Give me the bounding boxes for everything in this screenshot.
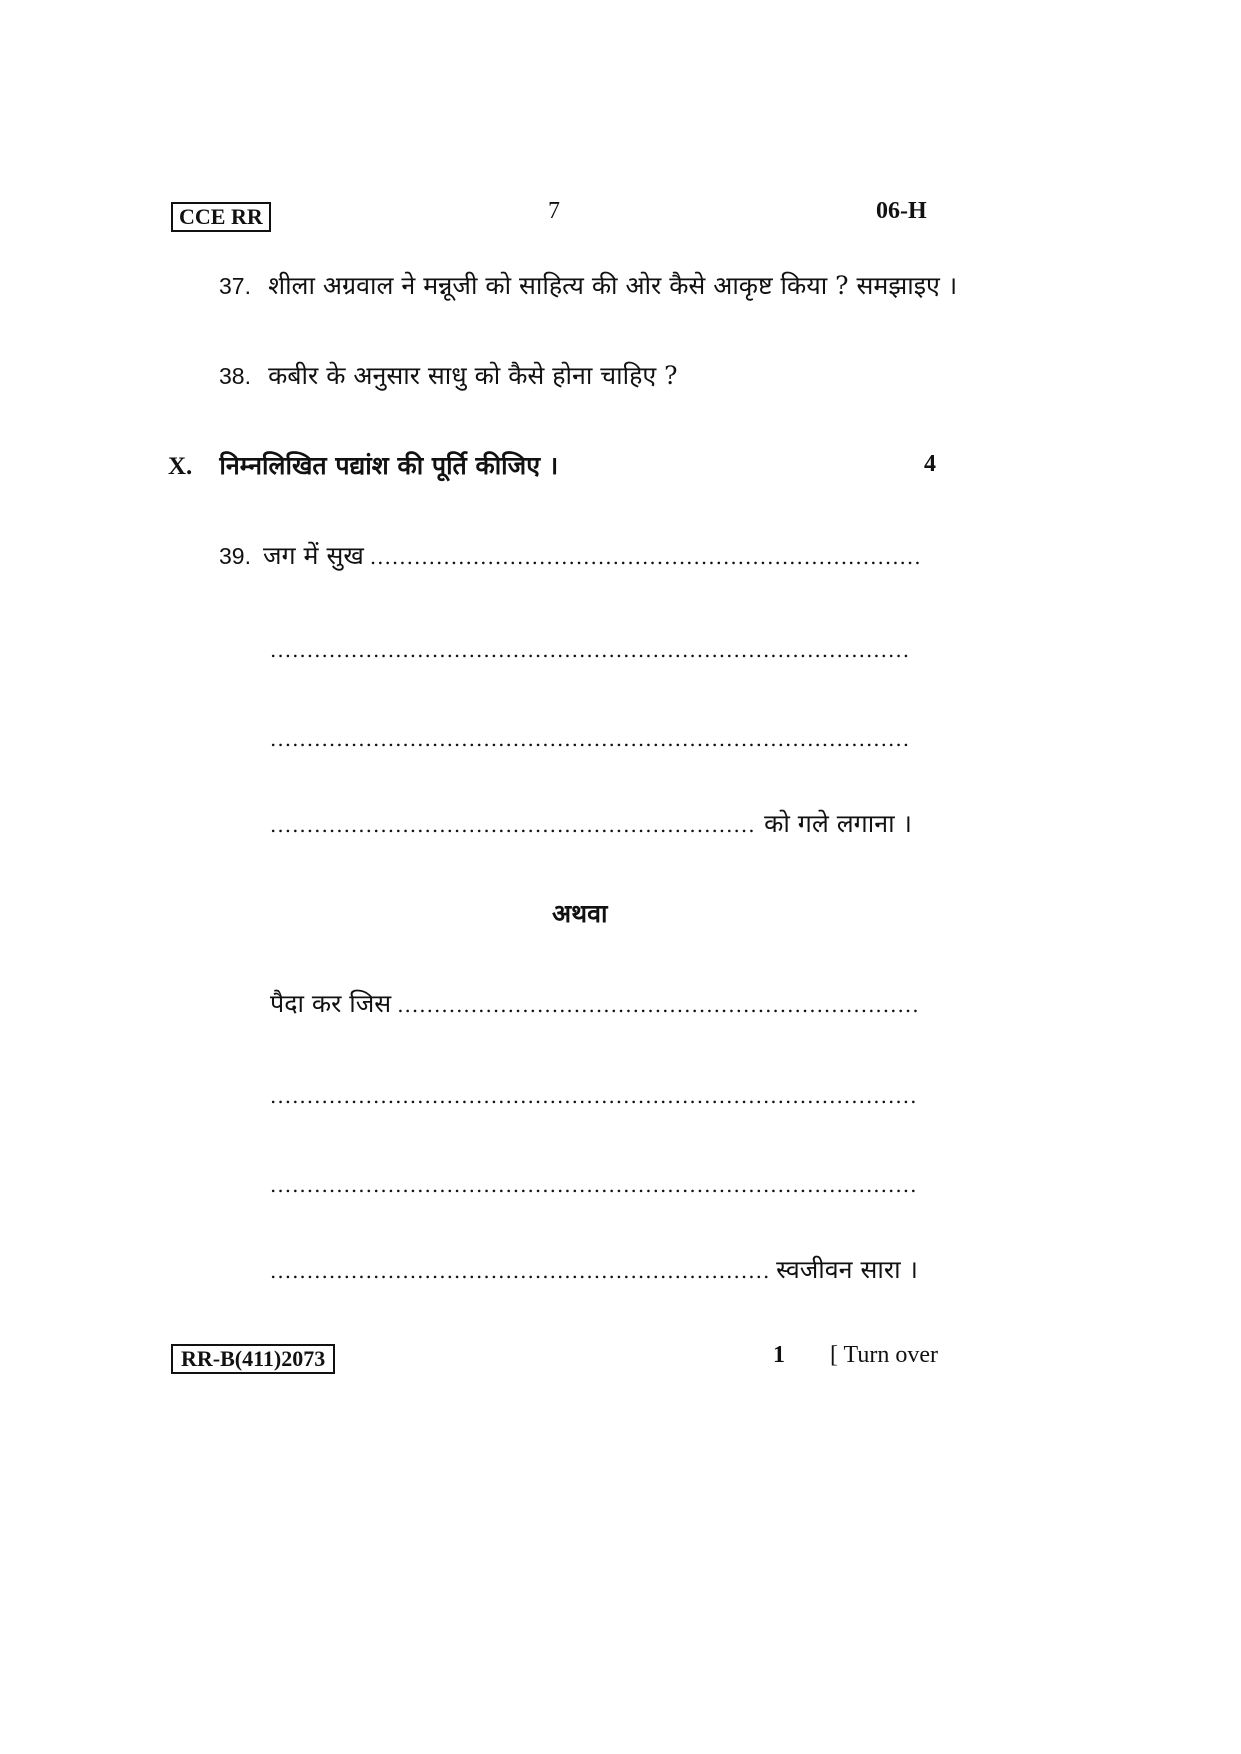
poem1-line1: [219, 538, 919, 572]
poem2-line4: [270, 1252, 918, 1286]
blank-line: [270, 638, 912, 662]
series-code-box: CCE RR: [171, 202, 271, 232]
turn-over-label: [ Turn over: [830, 1342, 939, 1368]
poem1-line4: [270, 806, 912, 840]
or-label: अथवा: [552, 899, 608, 928]
poem2-line1: [270, 986, 918, 1020]
page-number: 7: [548, 198, 560, 224]
blank-line: [270, 1173, 918, 1197]
question-text: शीला अग्रवाल ने मन्नूजी को साहित्य की ओर कैसे आकृष्ट किया ? समझाइए ।: [268, 271, 958, 300]
poem1-end: को गले लगाना ।: [764, 809, 912, 838]
section-heading: [168, 448, 558, 482]
question-number: 38.: [219, 363, 251, 389]
blank-line: [270, 1259, 768, 1283]
footer-code-box: RR-B(411)2073: [171, 1344, 335, 1374]
blank-line: [370, 545, 919, 569]
blank-line: [397, 993, 918, 1017]
footer-page-number: 1: [773, 1342, 785, 1368]
poem1-start: जग में सुख: [262, 541, 364, 570]
question-number: 39.: [219, 543, 251, 569]
blank-line: [270, 727, 912, 751]
question-number: 37.: [219, 273, 251, 299]
blank-line: [270, 813, 756, 837]
section-marks: 4: [924, 451, 936, 477]
poem2-start: पैदा कर जिस: [270, 989, 392, 1018]
question-37: [219, 268, 957, 302]
paper-code: 06-H: [876, 198, 927, 224]
section-title: निम्नलिखित पद्यांश की पूर्ति कीजिए ।: [219, 451, 559, 480]
poem2-end: स्वजीवन सारा ।: [776, 1255, 918, 1284]
section-label: X.: [168, 453, 193, 480]
question-38: [219, 358, 678, 392]
question-text: कबीर के अनुसार साधु को कैसे होना चाहिए ?: [268, 361, 678, 390]
blank-line: [270, 1084, 918, 1108]
